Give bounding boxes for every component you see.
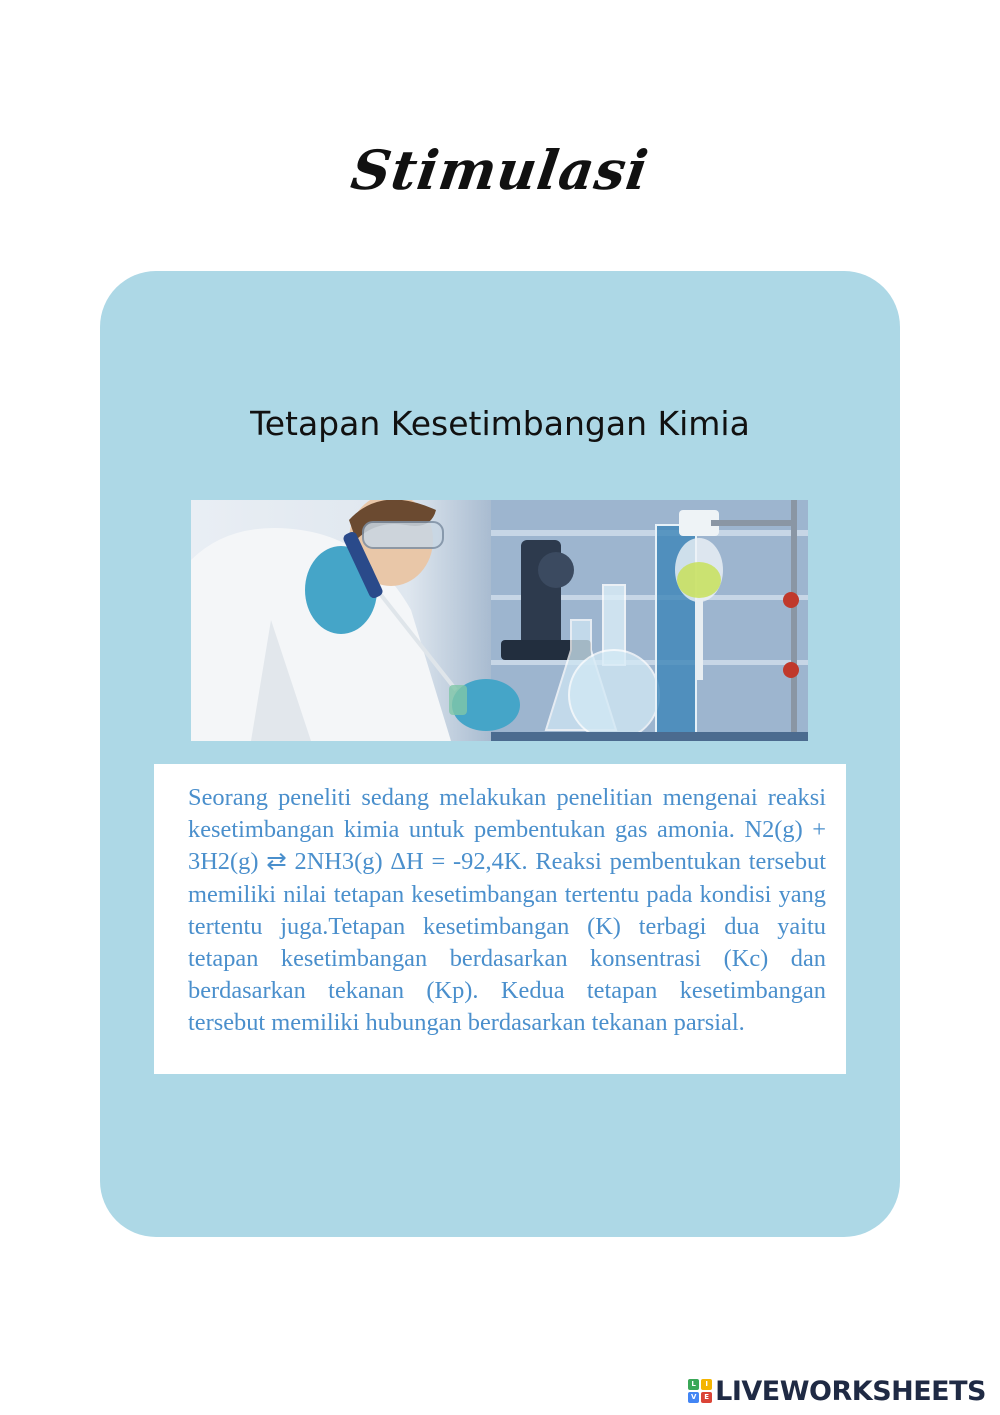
card-heading: Tetapan Kesetimbangan Kimia — [250, 404, 750, 443]
stimulus-paragraph: Seorang peneliti sedang melakukan penelitian mengenai reaksi kesetimbangan kimia untuk pembentukan gas amonia. N2(g) + 3H2(g) ⇄ 2NH3(g) ΔH = -92,4K. Reaksi pembentukan tersebut memiliki nilai tetapan kesetimbangan tertentu pada kondisi yang tertentu juga.Tetapan kesetimbangan (K) terbagi dua yaitu tetapan kesetimbangan berdasarkan konsentrasi (Kc) dan berdasarkan tekanan (Kp). Kedua tetapan kesetimbangan tersebut memiliki hubungan berdasarkan tekanan parsial. — [188, 784, 826, 1037]
page-title: Stimulasi — [347, 138, 653, 202]
liveworksheets-logo-icon — [688, 1379, 712, 1403]
logo-letter-e: E — [701, 1392, 712, 1403]
logo-letter-v: V — [688, 1392, 699, 1403]
laboratory-photo — [191, 500, 808, 741]
logo-letter-i: I — [701, 1379, 712, 1390]
stimulus-text-box — [154, 764, 846, 1074]
liveworksheets-logo[interactable] — [688, 1374, 986, 1408]
brand-name: LIVEWORKSHEETS — [715, 1375, 986, 1407]
logo-letter-l: L — [688, 1379, 699, 1390]
